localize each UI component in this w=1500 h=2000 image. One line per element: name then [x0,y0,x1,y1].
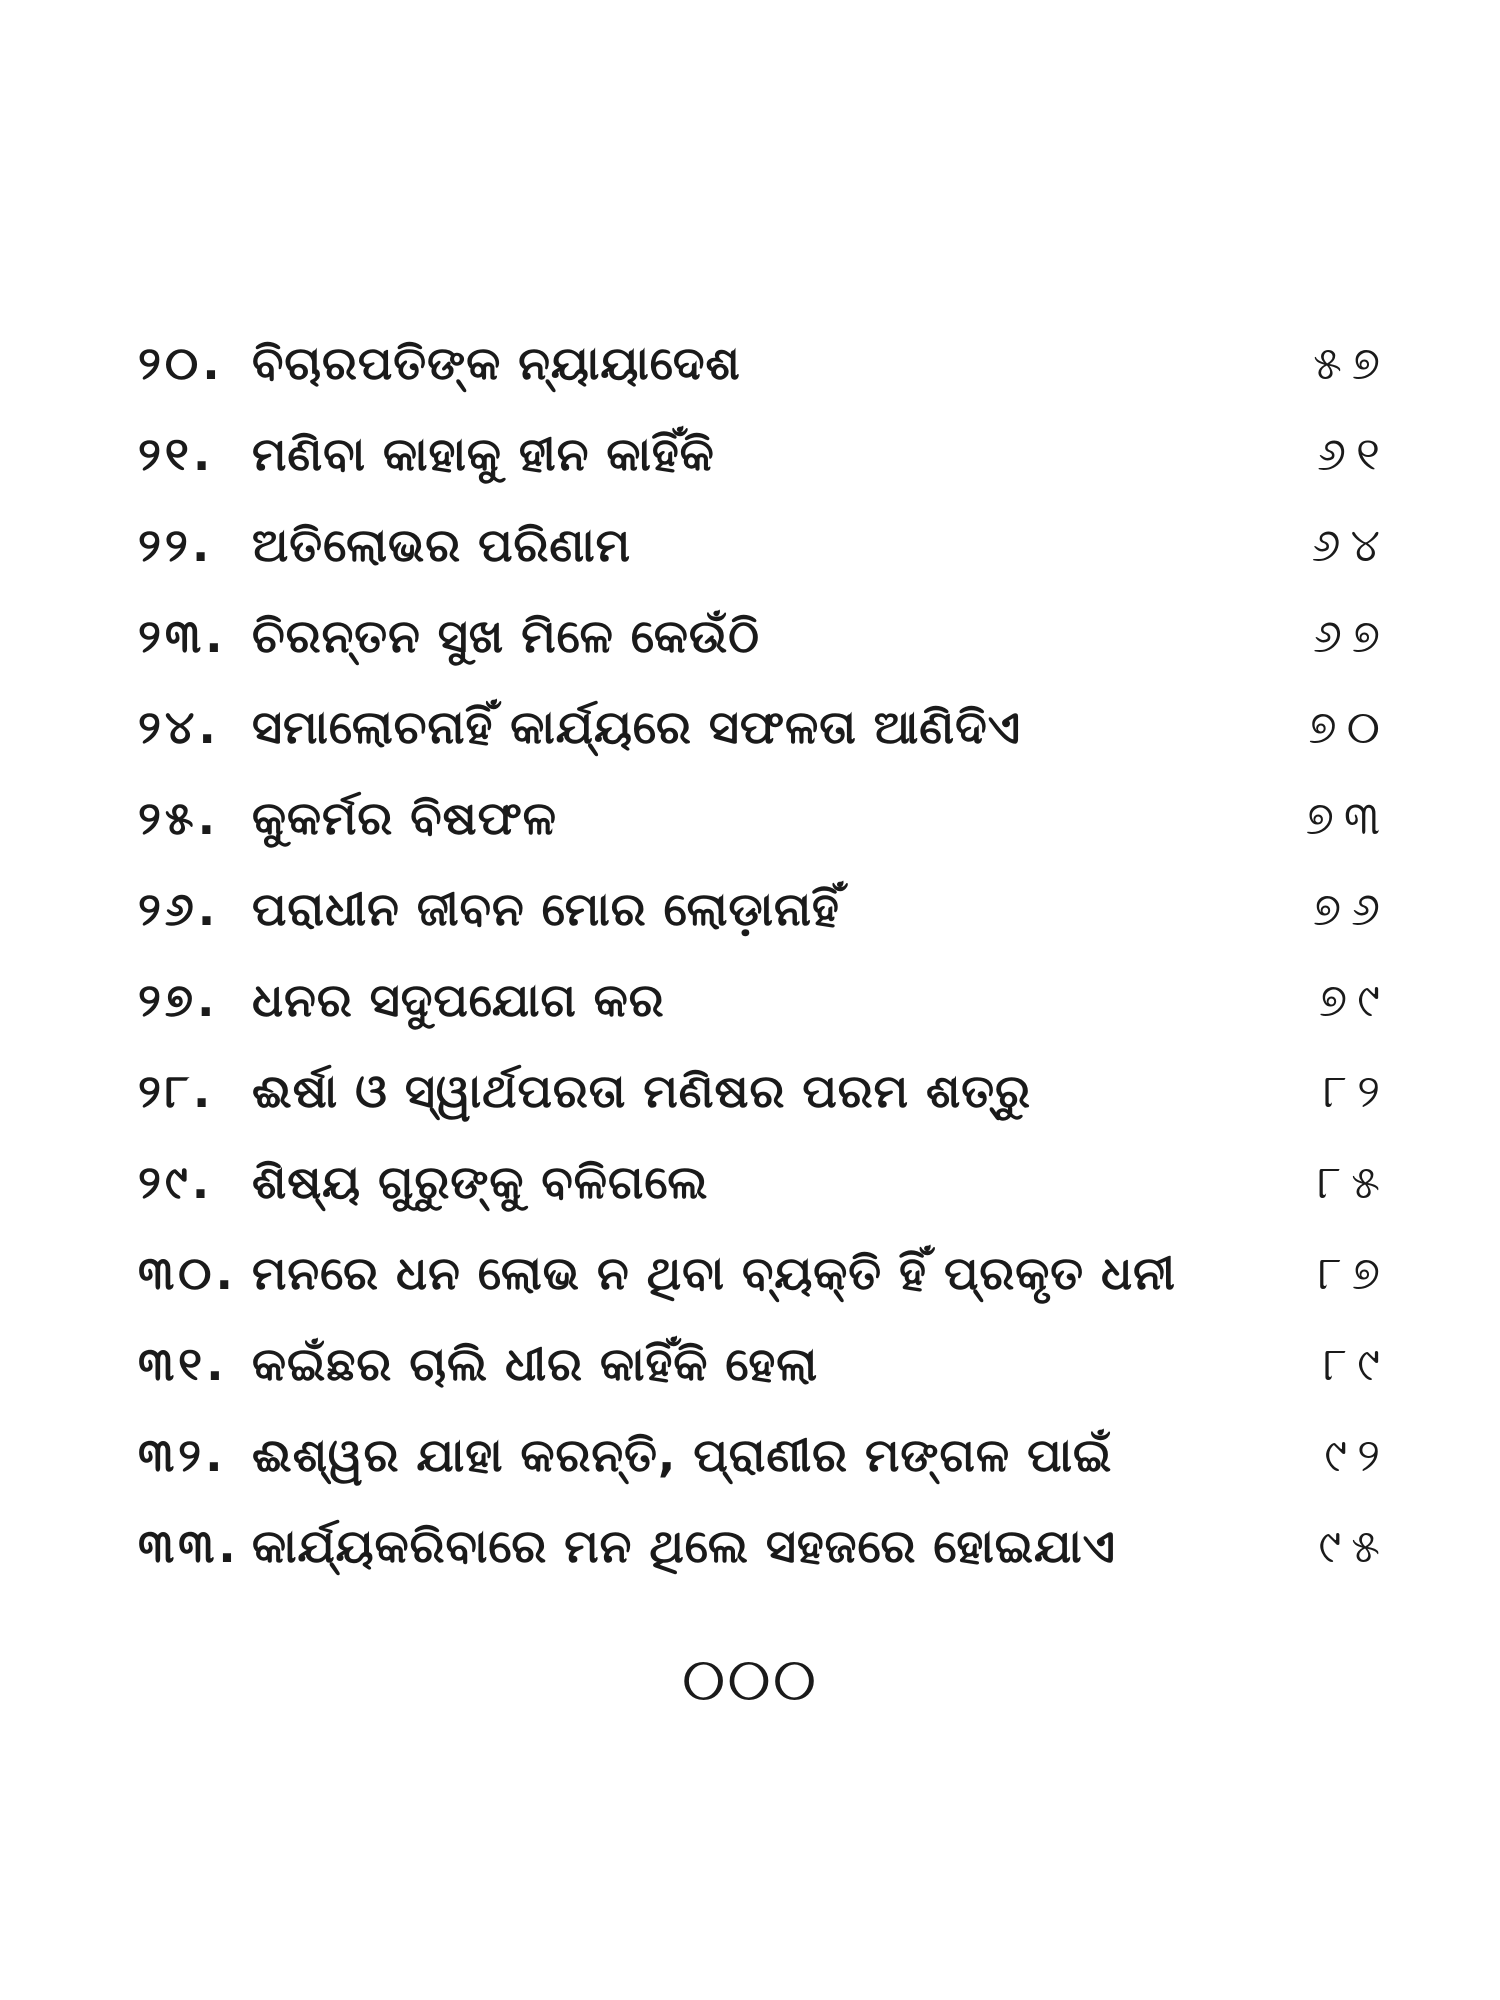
toc-entry [0,1046,1500,1137]
toc-entry [0,1137,1500,1228]
toc-entry [0,409,1500,500]
entry-page-number: ୮୫ [1317,1155,1390,1209]
entry-number: ୩୦. [138,1246,237,1300]
entry-number: ୨୯. [138,1155,214,1209]
entry-title: ପରାଧୀନ ଜୀବନ ମୋର ଲୋଡ଼ାନାହିଁ [252,882,840,936]
entry-title: ବିଚାରପତିଙ୍କ ନ୍ୟାୟାଦେଶ [252,336,741,390]
entry-title: ଈର୍ଷା ଓ ସ୍ୱାର୍ଥପରତା ମଣିଷର ପରମ ଶତ୍ରୁ [252,1064,1031,1118]
entry-page-number: ୯୫ [1318,1519,1390,1573]
entry-title: ଈଶ୍ୱର ଯାହା କରନ୍ତି, ପ୍ରାଣୀର ମଙ୍ଗଳ ପାଇଁ [252,1428,1113,1482]
entry-page-number: ୬୧ [1317,427,1390,481]
entry-title: କୁକର୍ମର ବିଷଫଳ [252,791,557,845]
entry-page-number: ୭୬ [1312,882,1390,936]
toc-entry [0,1410,1500,1501]
entry-page-number: ୭୯ [1318,973,1390,1027]
toc-entry [0,1501,1500,1592]
entry-title: ଚିରନ୍ତନ ସୁଖ ମିଳେ କେଉଁଠି [252,609,760,663]
entry-number: ୨୨. [138,518,214,572]
entry-page-number: ୬୪ [1311,518,1390,572]
entry-number: ୨୫. [138,791,220,845]
toc-entry [0,1319,1500,1410]
entry-page-number: ୬୭ [1312,609,1390,663]
entry-number: ୩୨. [138,1428,227,1482]
entry-number: ୩୩. [138,1519,240,1573]
entry-number: ୨୬. [138,882,220,936]
entry-page-number: ୮୯ [1323,1337,1390,1391]
toc-entry [0,591,1500,682]
entry-page-number: ୭୦ [1308,700,1390,754]
toc-entry [0,1228,1500,1319]
entry-page-number: ୮୭ [1317,1246,1390,1300]
entry-title: କାର୍ଯ୍ୟକରିବାରେ ମନ ଥିଲେ ସହଜରେ ହୋଇଯାଏ [252,1519,1116,1573]
entry-title: ଧନର ସଦୁପଯୋଗ କର [252,973,665,1027]
entry-number: ୨୧. [138,427,215,481]
entry-number: ୨୮. [138,1064,215,1118]
entry-page-number: ୯୨ [1324,1428,1390,1482]
entry-page-number: ୭୩ [1305,791,1390,845]
entry-title: କଇଁଛର ଚାଲି ଧୀର କାହିଁକି ହେଲା [252,1337,819,1391]
entry-number: ୩୧. [138,1337,228,1391]
toc-entry [0,682,1500,773]
entry-title: ଶିଷ୍ୟ ଗୁରୁଙ୍କୁ ବଳିଗଲେ [252,1155,709,1209]
entry-page-number: ୫୭ [1313,336,1390,390]
entry-title: ମଣିବା କାହାକୁ ହୀନ କାହିଁକି [252,427,715,481]
entry-number: ୨୭. [138,973,219,1027]
end-of-section-mark: ୦୦୦ [681,1645,819,1715]
toc-entry [0,773,1500,864]
entry-number: ୨୩. [138,609,227,663]
entry-title: ଅତିଲୋଭର ପରିଣାମ [252,518,632,572]
entry-title: ସମାଲୋଚନାହିଁ କାର୍ଯ୍ୟରେ ସଫଳତା ଆଣିଦିଏ [252,700,1022,754]
toc-entry [0,500,1500,591]
entry-number: ୨୪. [138,700,220,754]
toc-entry [0,864,1500,955]
entry-title: ମନରେ ଧନ ଲୋଭ ନ ଥିବା ବ୍ୟକ୍ତି ହିଁ ପ୍ରକୃତ ଧନୀ [252,1246,1176,1300]
entry-page-number: ୮୨ [1323,1064,1390,1118]
entry-number: ୨୦. [138,336,224,390]
toc-entry [0,955,1500,1046]
table-of-contents [0,318,1500,1592]
toc-entry [0,318,1500,409]
